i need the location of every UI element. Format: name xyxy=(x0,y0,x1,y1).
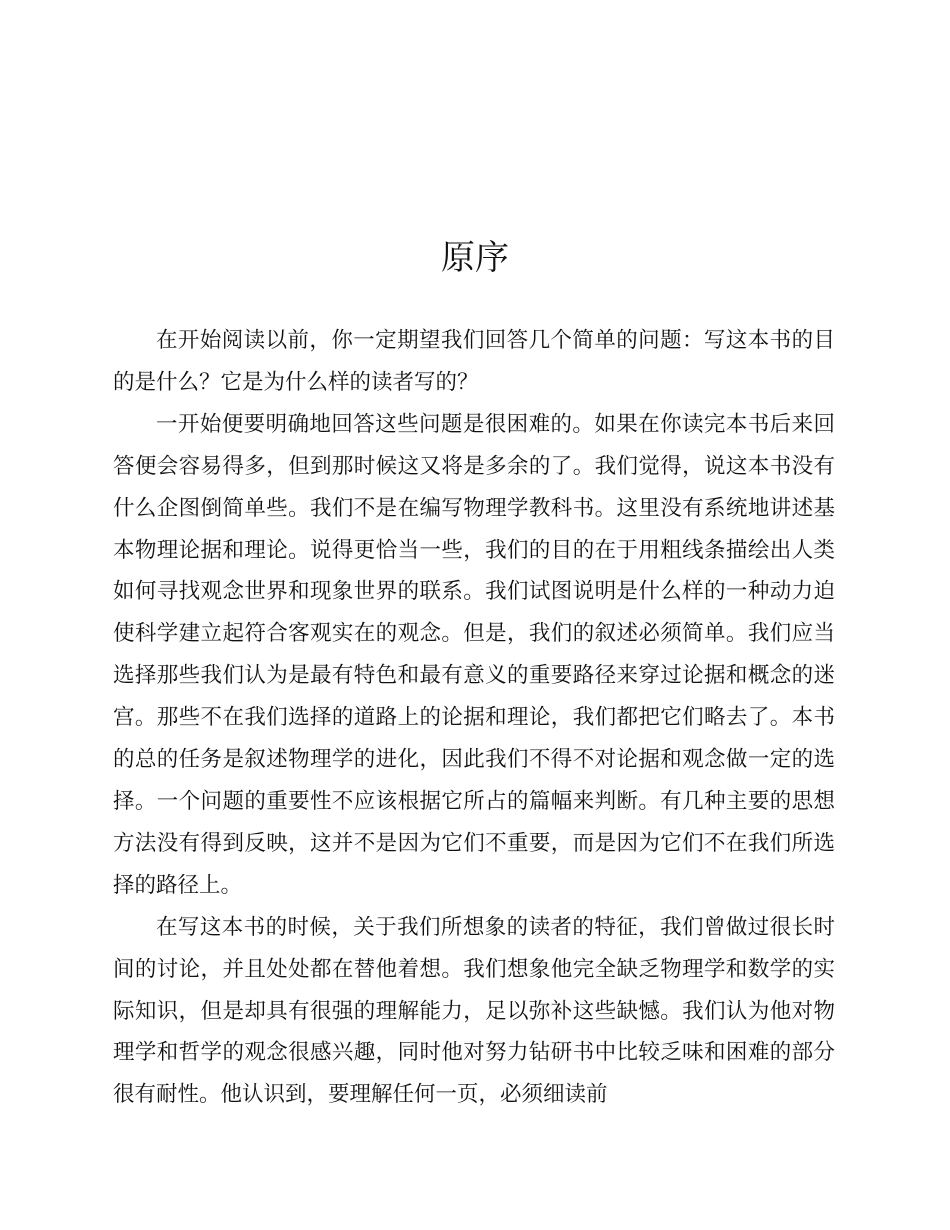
chapter-title: 原序 xyxy=(441,238,509,278)
paragraph-3: 在写这本书的时候，关于我们所想象的读者的特征，我们曾做过很长时间的讨论，并且处处都在替他着想。我们想象他完全缺乏物理学和数学的实际知识，但是却具有很强的理解能力，足以弥补这些缺憾。我们认为他对物理学和哲学的观念很感兴趣，同时他对努力钻研书中比较乏味和困难的部分很有耐性。他认识到，要理解任何一页，必须细读前 xyxy=(113,914,835,1108)
body-text xyxy=(113,320,835,1116)
paragraph-2: 一开始便要明确地回答这些问题是很困难的。如果在你读完本书后来回答便会容易得多，但到那时候这又将是多余的了。我们觉得，说这本书没有什么企图倒简单些。我们不是在编写物理学教科书。这里没有系统地讲述基本物理论据和理论。说得更恰当一些，我们的目的在于用粗线条描绘出人类如何寻找观念世界和现象世界的联系。我们试图说明是什么样的一种动力迫使科学建立起符合客观实在的观念。但是，我们的叙述必须简单。我们应当选择那些我们认为是最有特色和最有意义的重要路径来穿过论据和概念的迷宫。那些不在我们选择的道路上的论据和理论，我们都把它们略去了。本书的总的任务是叙述物理学的进化，因此我们不得不对论据和观念做一定的选择。一个问题的重要性不应该根据它所占的篇幅来判断。有几种主要的思想方法没有得到反映，这并不是因为它们不重要，而是因为它们不在我们所选择的路径上。 xyxy=(113,411,835,898)
paragraph-1: 在开始阅读以前，你一定期望我们回答几个简单的问题：写这本书的目的是什么？它是为什么样的读者写的？ xyxy=(113,328,835,395)
